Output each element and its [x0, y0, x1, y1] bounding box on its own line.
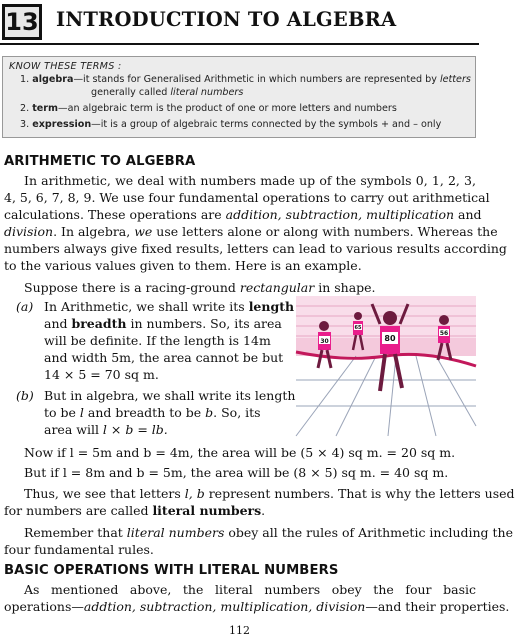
text-run: operations— — [4, 599, 84, 614]
text-run: . So, its — [213, 405, 261, 420]
text-run: in numbers. So, its area — [126, 316, 282, 331]
term-definition: —an algebraic term is the product of one or more letters and numbers — [58, 103, 397, 114]
term-algebra — [20, 74, 471, 85]
text-run: represent numbers. That is why the letters used — [204, 486, 515, 501]
text-run-italic: division — [4, 224, 54, 239]
term-definition-italic: literal numbers — [170, 87, 244, 98]
paragraph-line: As mentioned above, the literal numbers obey the four basic — [24, 582, 476, 597]
term-word: algebra — [32, 74, 74, 85]
paragraph-line: numbers always give fixed results, letters can lead to various results according — [4, 241, 507, 256]
know-these-terms-box — [2, 56, 476, 138]
text-run-italic: l × b = lb. — [102, 422, 168, 437]
text-run: Thus, we see that letters — [24, 486, 185, 501]
text-run: and breadth to be — [83, 405, 206, 420]
text-run: . — [261, 503, 266, 518]
text-run-italic: addtion, subtraction, multiplication, division — [83, 599, 366, 614]
text-run-bold: breadth — [71, 316, 127, 331]
text-run: . In algebra, — [53, 224, 135, 239]
chapter-title: INTRODUCTION TO ALGEBRA — [56, 8, 397, 31]
paragraph-line: four fundamental rules. — [4, 542, 154, 557]
paragraph-line: will be definite. If the length is 14m — [44, 333, 271, 348]
text-run-bold: literal numbers — [152, 503, 262, 518]
text-run: Suppose there is a racing-ground — [24, 280, 240, 295]
term-number: 3. — [20, 119, 30, 130]
text-run-italic: we — [134, 224, 153, 239]
text-run-italic: rectangular — [239, 280, 315, 295]
text-run-italic: l, b — [184, 486, 205, 501]
paragraph-line: 4, 5, 6, 7, 8, 9. We use four fundamental operations to carry out arithmetical — [4, 190, 490, 205]
term-expression — [20, 119, 441, 130]
track — [296, 356, 476, 436]
paragraph-line: 14 × 5 = 70 sq m. — [44, 367, 159, 382]
list-label — [16, 387, 34, 404]
section-heading: BASIC OPERATIONS WITH LITERAL NUMBERS — [4, 563, 339, 578]
chapter-header — [0, 0, 479, 44]
chapter-number: 13 — [2, 4, 42, 40]
text-run: and — [44, 316, 72, 331]
text-run: for numbers are called — [4, 503, 153, 518]
text-run-bold: length — [248, 299, 295, 314]
paragraph-line — [44, 404, 261, 421]
list-label-text: (b) — [16, 388, 34, 403]
paragraph-line — [44, 315, 282, 332]
term-algebra-line2 — [91, 87, 243, 98]
text-run-italic: literal numbers — [126, 525, 225, 540]
paragraph-line — [44, 421, 168, 438]
paragraph-line — [4, 223, 498, 240]
terms-heading: KNOW THESE TERMS : — [9, 61, 122, 72]
equation-line: But if l = 8m and b = 5m, the area will be (8 × 5) sq m. = 40 sq m. — [24, 465, 449, 480]
text-run: and — [454, 207, 482, 222]
paragraph-line — [24, 524, 514, 541]
list-label-text: (a) — [16, 299, 34, 314]
text-run: to be — [44, 405, 80, 420]
term-definition: —it stands for Generalised Arithmetic in which numbers are represented by — [73, 74, 437, 85]
text-run: area will — [44, 422, 103, 437]
term-definition-italic: letters — [439, 74, 471, 85]
text-run: use letters alone or along with numbers. Whereas the — [152, 224, 498, 239]
paragraph-line — [24, 279, 376, 296]
paragraph-line: But in algebra, we shall write its length — [44, 388, 296, 403]
term-word: expression — [32, 119, 92, 130]
section-heading: ARITHMETIC TO ALGEBRA — [4, 154, 196, 169]
text-run: —and their properties. — [365, 599, 510, 614]
text-run-italic: addition, subtraction, multiplication — [225, 207, 455, 222]
term-number: 2. — [20, 103, 30, 114]
term-term — [20, 103, 397, 114]
list-label — [16, 298, 33, 315]
paragraph-line — [4, 598, 510, 615]
runner-bib: 65 — [354, 325, 362, 331]
text-run: In Arithmetic, we shall write its — [44, 299, 249, 314]
paragraph-line — [44, 298, 294, 315]
header-rule — [0, 43, 479, 45]
text-run-italic: l — [79, 405, 84, 420]
term-number: 1. — [20, 74, 30, 85]
paragraph-line: and width 5m, the area cannot be but — [44, 350, 284, 365]
paragraph-line: to the various values given to them. Here is an example. — [4, 258, 362, 273]
paragraph-line — [4, 206, 482, 223]
term-definition: —it is a group of algebraic terms connected by the symbols + and – only — [91, 119, 442, 130]
runner-bib: 80 — [384, 334, 396, 343]
text-run: Remember that — [24, 525, 127, 540]
text-run: calculations. These operations are — [4, 207, 226, 222]
term-definition: generally called — [91, 87, 171, 98]
paragraph-line — [4, 502, 476, 519]
race-finish-illustration — [296, 296, 476, 436]
paragraph-line — [24, 485, 515, 502]
text-run-italic: b — [205, 405, 214, 420]
text-run: in shape. — [314, 280, 376, 295]
term-word: term — [32, 103, 59, 114]
runner-bib: 56 — [439, 330, 449, 337]
equation-line: Now if l = 5m and b = 4m, the area will be (5 × 4) sq m. = 20 sq m. — [24, 445, 456, 460]
text-run: obey all the rules of Arithmetic including the — [224, 525, 514, 540]
page-number: 112 — [229, 624, 250, 637]
paragraph-line: In arithmetic, we deal with numbers made up of the symbols 0, 1, 2, 3, — [24, 173, 476, 188]
runner-bib: 30 — [320, 338, 329, 345]
